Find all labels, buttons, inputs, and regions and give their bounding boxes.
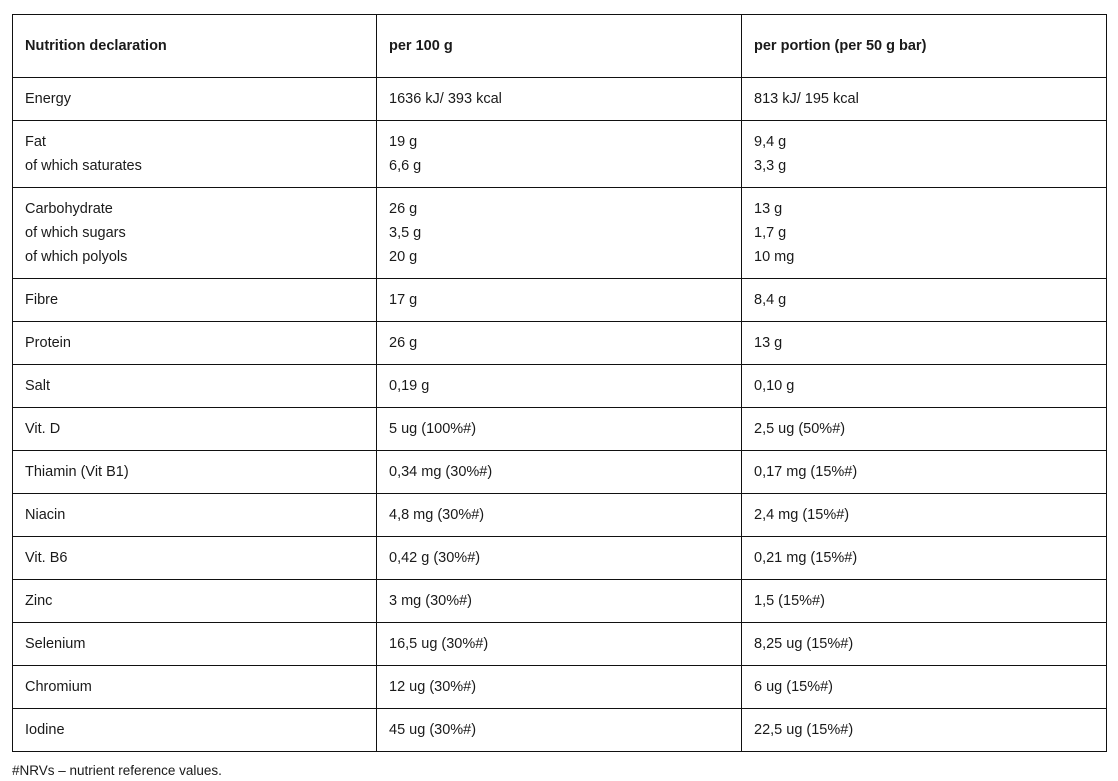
cell-per-portion — [742, 666, 1107, 709]
cell-line: 0,17 mg (15%#) — [754, 464, 858, 480]
cell-per-portion — [742, 408, 1107, 451]
cell-nutrient-name — [13, 623, 377, 666]
cell-line: 0,21 mg (15%#) — [754, 550, 858, 566]
cell-line: Fat — [25, 134, 46, 150]
table-header — [13, 15, 1107, 78]
cell-per-portion — [742, 365, 1107, 408]
cell-per-portion — [742, 78, 1107, 121]
table-row — [13, 121, 1107, 188]
column-header-per-100g: per 100 g — [377, 15, 742, 78]
cell-line: 10 mg — [754, 249, 795, 265]
cell-line: Vit. D — [25, 421, 61, 437]
cell-per-100g — [377, 580, 742, 623]
table-header-row — [13, 15, 1107, 78]
cell-nutrient-name — [13, 78, 377, 121]
cell-line: Selenium — [25, 636, 86, 652]
cell-nutrient-name — [13, 322, 377, 365]
column-header-nutrition-declaration: Nutrition declaration — [13, 15, 377, 78]
table-row — [13, 279, 1107, 322]
cell-per-100g — [377, 451, 742, 494]
cell-line: of which polyols — [25, 249, 128, 265]
table-row — [13, 623, 1107, 666]
table-row — [13, 78, 1107, 121]
cell-line: 5 ug (100%#) — [389, 421, 477, 437]
table-row — [13, 451, 1107, 494]
cell-per-100g — [377, 537, 742, 580]
cell-line: 3,5 g — [389, 225, 422, 241]
cell-line: Niacin — [25, 507, 66, 523]
table-row — [13, 188, 1107, 279]
cell-line: Carbohydrate — [25, 201, 113, 217]
cell-nutrient-name — [13, 188, 377, 279]
cell-per-portion — [742, 537, 1107, 580]
cell-line: 1,7 g — [754, 225, 787, 241]
cell-per-portion — [742, 623, 1107, 666]
cell-per-100g — [377, 121, 742, 188]
cell-per-100g — [377, 78, 742, 121]
cell-nutrient-name — [13, 408, 377, 451]
cell-nutrient-name — [13, 279, 377, 322]
cell-per-portion — [742, 709, 1107, 752]
cell-nutrient-name — [13, 121, 377, 188]
table-row — [13, 322, 1107, 365]
cell-line: 9,4 g — [754, 134, 787, 150]
cell-line: Thiamin (Vit B1) — [25, 464, 129, 480]
cell-line: Fibre — [25, 292, 59, 308]
cell-line: of which sugars — [25, 225, 126, 241]
cell-nutrient-name — [13, 537, 377, 580]
cell-line: Chromium — [25, 679, 92, 695]
table-row — [13, 365, 1107, 408]
table-body — [13, 78, 1107, 752]
cell-line: Iodine — [25, 722, 65, 738]
cell-per-100g — [377, 494, 742, 537]
cell-line: 6,6 g — [389, 158, 422, 174]
cell-per-100g — [377, 709, 742, 752]
footnote-nrv: #NRVs – nutrient reference values. — [12, 763, 222, 778]
cell-line: 3,3 g — [754, 158, 787, 174]
table-row — [13, 494, 1107, 537]
cell-line: Protein — [25, 335, 71, 351]
cell-line: 45 ug (30%#) — [389, 722, 477, 738]
cell-line: 20 g — [389, 249, 418, 265]
cell-line: 813 kJ/ 195 kcal — [754, 91, 859, 107]
table-row — [13, 666, 1107, 709]
cell-per-100g — [377, 322, 742, 365]
cell-line: 4,8 mg (30%#) — [389, 507, 485, 523]
cell-nutrient-name — [13, 365, 377, 408]
cell-line: Vit. B6 — [25, 550, 68, 566]
cell-line: 19 g — [389, 134, 418, 150]
column-header-per-portion: per portion (per 50 g bar) — [742, 15, 1107, 78]
cell-line: 1,5 (15%#) — [754, 593, 825, 609]
cell-line: 13 g — [754, 201, 783, 217]
cell-nutrient-name — [13, 451, 377, 494]
cell-nutrient-name — [13, 666, 377, 709]
cell-line: 6 ug (15%#) — [754, 679, 833, 695]
cell-per-portion — [742, 451, 1107, 494]
table-row — [13, 408, 1107, 451]
cell-per-100g — [377, 666, 742, 709]
cell-per-portion — [742, 279, 1107, 322]
cell-line: 16,5 ug (30%#) — [389, 636, 489, 652]
cell-line: 0,42 g (30%#) — [389, 550, 481, 566]
cell-line: Energy — [25, 91, 71, 107]
cell-per-100g — [377, 623, 742, 666]
cell-line: 8,4 g — [754, 292, 787, 308]
cell-per-portion — [742, 494, 1107, 537]
cell-per-portion — [742, 322, 1107, 365]
cell-per-100g — [377, 279, 742, 322]
cell-line: 12 ug (30%#) — [389, 679, 477, 695]
cell-per-100g — [377, 365, 742, 408]
table-row — [13, 537, 1107, 580]
cell-per-100g — [377, 188, 742, 279]
cell-line: 2,4 mg (15%#) — [754, 507, 850, 523]
cell-line: 8,25 ug (15%#) — [754, 636, 854, 652]
cell-line: Salt — [25, 378, 50, 394]
cell-per-portion — [742, 188, 1107, 279]
cell-line: 0,19 g — [389, 378, 430, 394]
cell-line: 26 g — [389, 335, 418, 351]
cell-line: of which saturates — [25, 158, 142, 174]
cell-line: 17 g — [389, 292, 418, 308]
cell-line: 13 g — [754, 335, 783, 351]
cell-line: Zinc — [25, 593, 53, 609]
cell-line: 1636 kJ/ 393 kcal — [389, 91, 502, 107]
table-row — [13, 709, 1107, 752]
cell-per-portion — [742, 580, 1107, 623]
cell-nutrient-name — [13, 580, 377, 623]
cell-line: 2,5 ug (50%#) — [754, 421, 846, 437]
cell-line: 3 mg (30%#) — [389, 593, 473, 609]
cell-per-portion — [742, 121, 1107, 188]
cell-nutrient-name — [13, 494, 377, 537]
table-row — [13, 580, 1107, 623]
cell-line: 22,5 ug (15%#) — [754, 722, 854, 738]
cell-line: 0,34 mg (30%#) — [389, 464, 493, 480]
cell-line: 26 g — [389, 201, 418, 217]
cell-per-100g — [377, 408, 742, 451]
cell-line: 0,10 g — [754, 378, 795, 394]
cell-nutrient-name — [13, 709, 377, 752]
nutrition-declaration-table — [12, 14, 1107, 752]
